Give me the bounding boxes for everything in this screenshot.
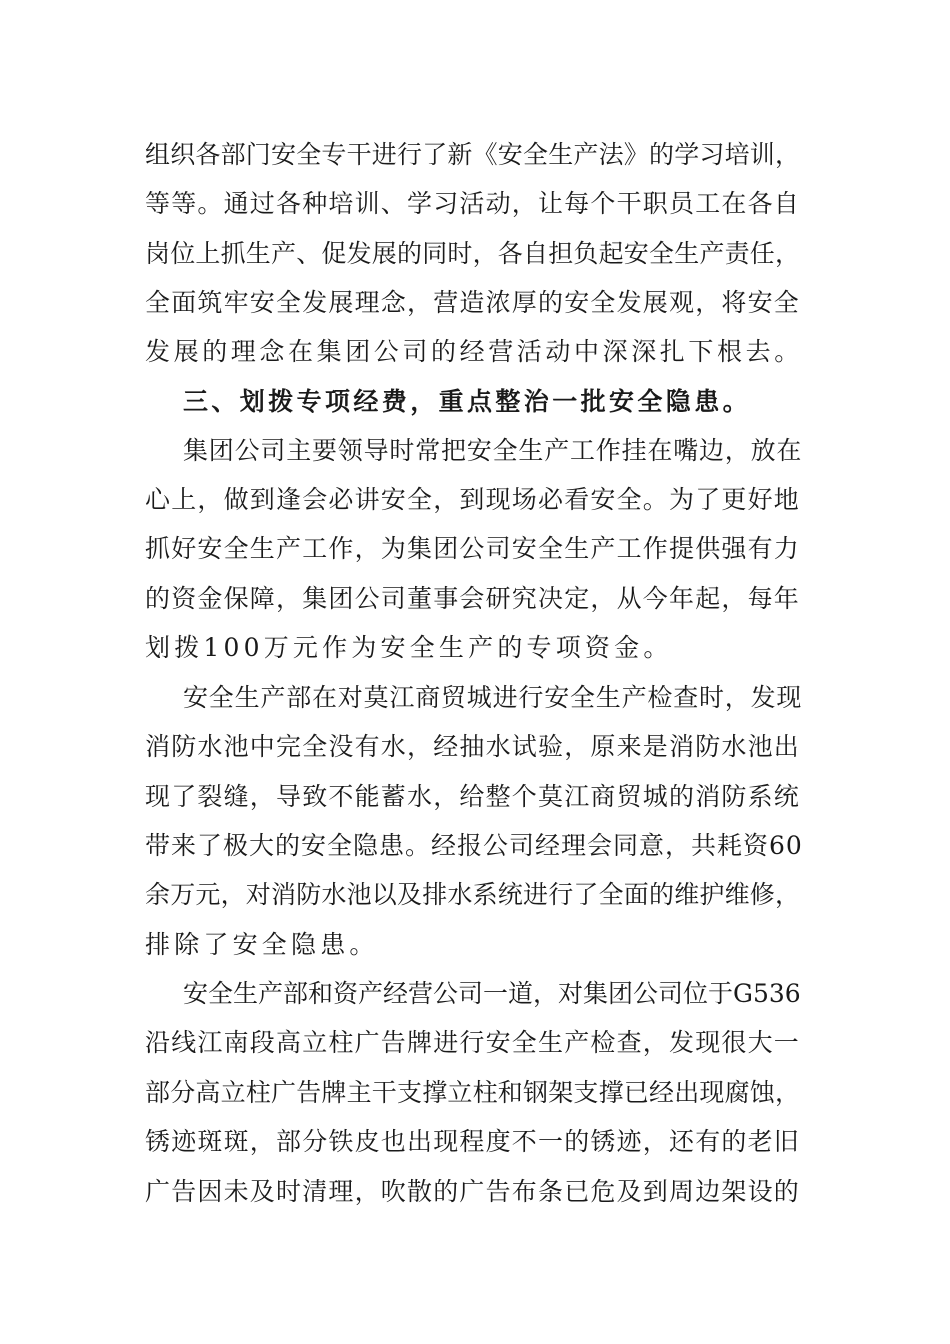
text-line: 余万元，对消防水池以及排水系统进行了全面的维护维修，	[145, 880, 801, 909]
text-line: 的资金保障，集团公司董事会研究决定，从今年起，每年	[145, 584, 801, 613]
text-line: 等等。通过各种培训、学习活动，让每个干职员工在各自	[145, 189, 801, 218]
text-line: 消防水池中完全没有水，经抽水试验，原来是消防水池出	[145, 732, 801, 761]
text-line: 心上，做到逢会必讲安全，到现场必看安全。为了更好地	[145, 485, 801, 514]
text-line: 组织各部门安全专干进行了新《安全生产法》的学习培训，	[145, 140, 801, 169]
section-heading: 三、划拨专项经费，重点整治一批安全隐患。	[183, 387, 752, 416]
paragraph-first-line: 集团公司主要领导时常把安全生产工作挂在嘴边，放在	[183, 436, 803, 465]
text-line: 带来了极大的安全隐患。经报公司经理会同意，共耗资60	[145, 831, 803, 860]
text-line: 部分高立柱广告牌主干支撑立柱和钢架支撑已经出现腐蚀，	[145, 1078, 801, 1107]
text-line: 锈迹斑斑，部分铁皮也出现程度不一的锈迹，还有的老旧	[145, 1127, 801, 1156]
text-line: 划拨100万元作为安全生产的专项资金。	[145, 633, 673, 662]
text-line: 排除了安全隐患。	[145, 930, 379, 959]
text-line: 沿线江南段高立柱广告牌进行安全生产检查，发现很大一	[145, 1028, 801, 1057]
text-line: 岗位上抓生产、促发展的同时，各自担负起安全生产责任，	[145, 239, 801, 268]
paragraph-first-line: 安全生产部在对莫江商贸城进行安全生产检查时，发现	[183, 683, 803, 712]
text-line: 全面筑牢安全发展理念，营造浓厚的安全发展观，将安全	[145, 288, 801, 317]
text-line: 现了裂缝，导致不能蓄水，给整个莫江商贸城的消防系统	[145, 782, 801, 811]
text-line: 抓好安全生产工作，为集团公司安全生产工作提供强有力	[145, 534, 801, 563]
text-line: 发展的理念在集团公司的经营活动中深深扎下根去。	[145, 337, 803, 366]
text-line: 广告因未及时清理，吹散的广告布条已危及到周边架设的	[145, 1177, 801, 1206]
paragraph-first-line: 安全生产部和资产经营公司一道，对集团公司位于G536	[183, 979, 801, 1008]
